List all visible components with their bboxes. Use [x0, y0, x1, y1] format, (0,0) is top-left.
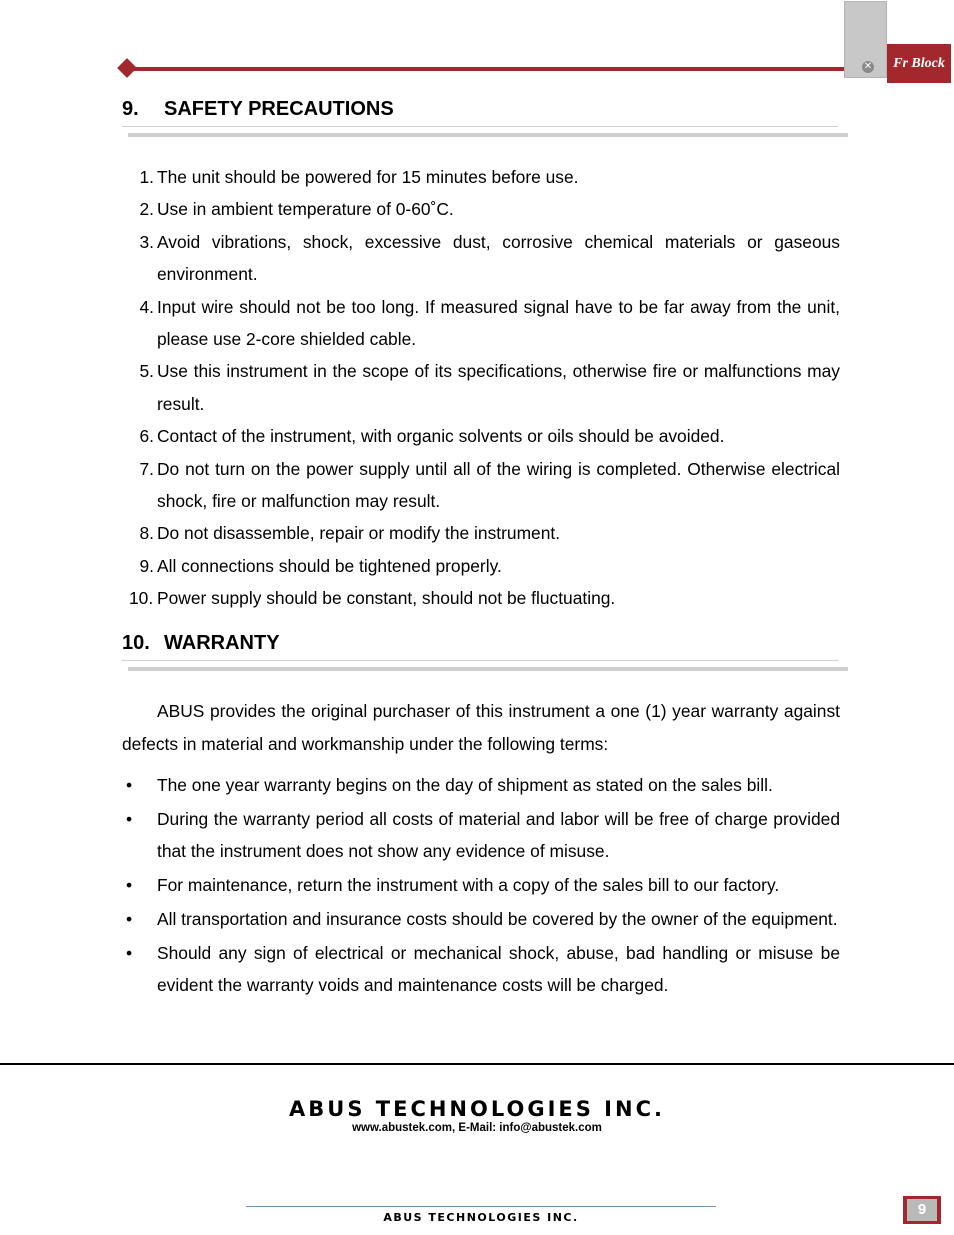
list-item: 5. Use this instrument in the scope of its specifications, otherwise fire or malfunctions may result. [139, 361, 840, 414]
section-title: SAFETY PRECAUTIONS [164, 98, 394, 120]
heading-rule-thin [122, 660, 838, 661]
header-section-tab: Fr Block [887, 44, 951, 83]
footer-rule [0, 1063, 954, 1065]
page-number-badge [903, 1196, 941, 1224]
list-item: 4. Input wire should not be too long. If measured signal have to be far away from the unit, please use 2-core shielded cable. [139, 296, 840, 350]
list-item: • Should any sign of electrical or mechanical shock, abuse, bad handling or misuse be evident the warranty voids and maintenance costs will be charged. [122, 937, 840, 1002]
list-item: • For maintenance, return the instrument with a copy of the sales bill to our factory. [122, 869, 840, 901]
page-number: 9 [907, 1199, 937, 1221]
bullet-icon: • [126, 808, 133, 829]
bottom-company-name: ABUS TECHNOLOGIES INC. [383, 1211, 579, 1224]
section-number: 10. [122, 632, 150, 654]
bullet-icon: • [126, 775, 133, 795]
x-circle-icon: ✕ [863, 61, 873, 72]
list-item: 2. Use in ambient temperature of 0-60˚C. [139, 199, 454, 220]
list-item: 7. Do not turn on the power supply until all of the wiring is completed. Otherwise electrical shock, fire or malfunction may result. [139, 458, 840, 512]
list-item: • The one year warranty begins on the day of shipment as stated on the sales bill. [122, 769, 840, 801]
header-rule [128, 67, 844, 71]
section-number: 9. [122, 98, 139, 120]
list-item: • All transportation and insurance costs should be covered by the owner of the equipment. [122, 903, 840, 935]
heading-rule-thin [122, 126, 838, 127]
list-item: • During the warranty period all costs of material and labor will be free of charge provided that the instrument does not show any evidence of misuse. [122, 803, 840, 868]
warranty-terms [122, 769, 840, 1003]
company-name: ABUS TECHNOLOGIES INC. [289, 1097, 665, 1121]
bottom-rule [246, 1206, 716, 1207]
company-contact: www.abustek.com, E-Mail: info@abustek.com [352, 1122, 602, 1134]
list-item: 1. The unit should be powered for 15 minutes before use. [139, 167, 579, 187]
list-item: 3. Avoid vibrations, shock, excessive dust, corrosive chemical materials or gaseous environment. [139, 231, 840, 285]
list-item: 9. All connections should be tightened properly. [139, 555, 502, 576]
bullet-icon: • [126, 943, 133, 964]
list-item: 8. Do not disassemble, repair or modify the instrument. [139, 523, 561, 544]
list-item: 10. Power supply should be constant, should not be fluctuating. [129, 588, 616, 609]
section-title: WARRANTY [164, 632, 280, 654]
bullet-icon: • [126, 875, 133, 896]
header-grey-tab [844, 1, 887, 78]
list-item: 6. Contact of the instrument, with organic solvents or oils should be avoided. [139, 426, 725, 447]
section-heading-warranty [122, 632, 280, 655]
warranty-intro: ABUS provides the original purchaser of this instrument a one (1) year warranty against defects in material and workmanship under the following terms: [122, 701, 840, 754]
heading-rule-thick [128, 133, 848, 137]
safety-list [122, 161, 840, 615]
heading-rule-thick [128, 667, 848, 671]
bullet-icon: • [126, 909, 133, 930]
section-heading-safety [122, 98, 394, 121]
